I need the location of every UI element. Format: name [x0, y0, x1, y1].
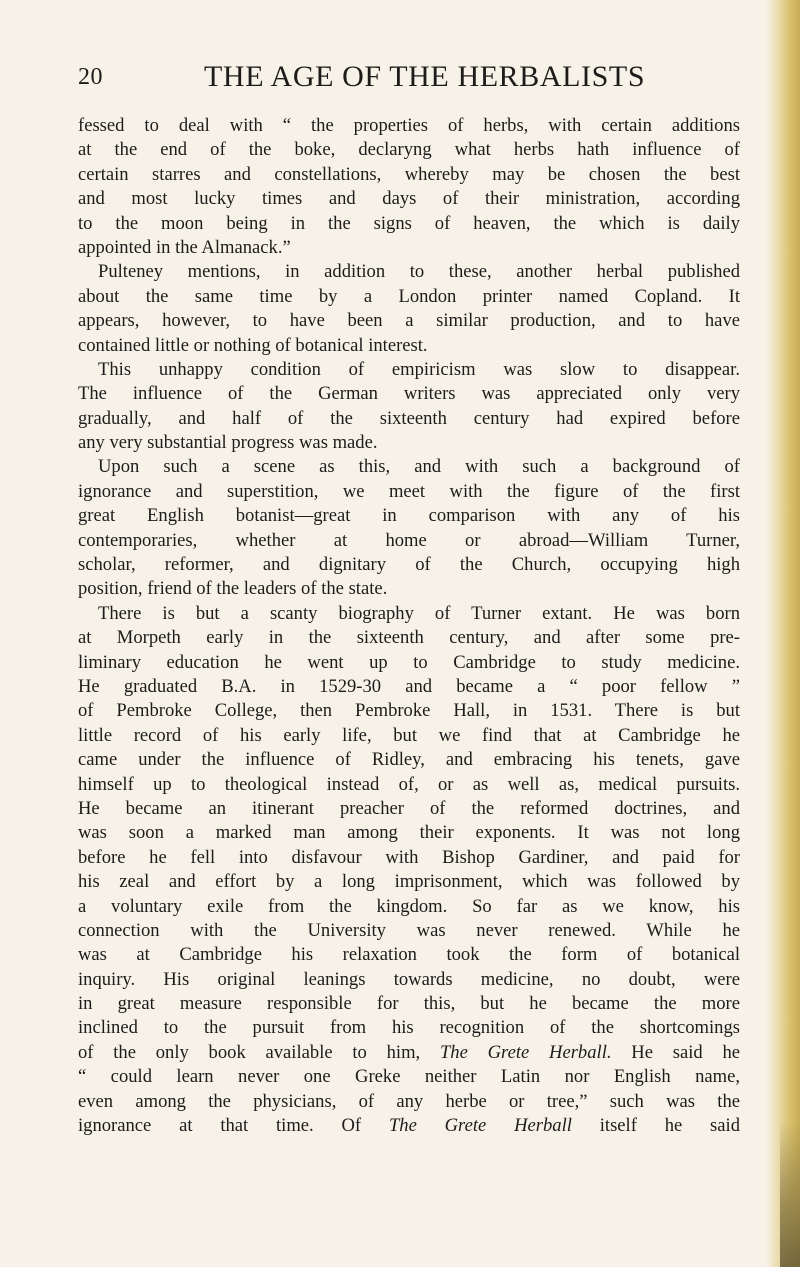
text-line: Upon such a scene as this, and with such a background of: [98, 456, 740, 478]
text-line: a voluntary exile from the kingdom. So far as we know, his: [78, 895, 740, 917]
text-line: certain starres and constellations, whereby may be chosen the best: [78, 163, 740, 185]
text-line: appears, however, to have been a similar production, and to have: [78, 310, 740, 332]
text-line: He graduated B.A. in 1529-30 and became a “ poor fellow ”: [78, 675, 740, 697]
page-edge-shading: [766, 0, 800, 1267]
text-line: about the same time by a London printer named Copland. It: [78, 285, 740, 307]
text-line: [78, 1114, 740, 1138]
text-line: and most lucky times and days of their ministration, according: [78, 188, 740, 210]
text-line: contained little or nothing of botanical interest.: [78, 334, 428, 356]
text-line: to the moon being in the signs of heaven, the which is daily: [78, 212, 740, 234]
text-line: fessed to deal with “ the properties of herbs, with certain additions: [78, 115, 740, 136]
text-line: inquiry. His original leanings towards medicine, no doubt, were: [78, 968, 740, 990]
text-line: before he fell into disfavour with Bishop Gardiner, and paid for: [78, 846, 740, 868]
text-line: The influence of the German writers was appreciated only very: [78, 383, 740, 405]
text-line: any very substantial progress was made.: [78, 432, 378, 454]
text-segment: He said he: [631, 1041, 740, 1063]
book-title-italic: The Grete Herball: [388, 1115, 572, 1137]
body-text: [78, 114, 740, 1138]
page-header: [78, 60, 738, 100]
running-head: THE AGE OF THE HERBALISTS: [204, 60, 646, 93]
text-line: “ could learn never one Greke neither Latin nor English name,: [78, 1066, 740, 1088]
text-line: He became an itinerant preacher of the reformed doctrines, and: [78, 797, 740, 819]
text-line: connection with the University was never renewed. While he: [78, 919, 740, 941]
text-line: at Morpeth early in the sixteenth century, and after some pre-: [78, 627, 740, 649]
text-line: of Pembroke College, then Pembroke Hall, in 1531. There is but: [78, 700, 740, 722]
text-line: himself up to theological instead of, or as well as, medical pursuits.: [78, 773, 740, 795]
text-line: was at Cambridge his relaxation took the form of botanical: [78, 944, 740, 966]
text-line: scholar, reformer, and dignitary of the Church, occupying high: [78, 554, 740, 576]
text-line: ignorance and superstition, we meet with the figure of the first: [78, 480, 740, 502]
text-segment: of the only book available to him,: [78, 1041, 421, 1063]
text-line: little record of his early life, but we find that at Cambridge he: [78, 724, 740, 746]
text-line: There is but a scanty biography of Turner extant. He was born: [98, 602, 740, 624]
text-line: his zeal and effort by a long imprisonment, which was followed by: [78, 871, 740, 893]
text-line: gradually, and half of the sixteenth century had expired before: [78, 407, 740, 429]
text-line: liminary education he went up to Cambridge to study medicine.: [78, 651, 740, 673]
page-edge-shadow: [780, 1120, 800, 1267]
text-segment: itself he said: [599, 1115, 741, 1137]
text-line: [78, 1041, 740, 1065]
text-line: position, friend of the leaders of the state.: [78, 578, 388, 600]
text-line: This unhappy condition of empiricism was slow to disappear.: [98, 358, 740, 380]
text-line: great English botanist—great in comparison with any of his: [78, 505, 740, 527]
text-line: Pulteney mentions, in addition to these, another herbal published: [98, 261, 740, 283]
text-line: at the end of the boke, declaryng what herbs hath influence of: [78, 139, 740, 161]
text-line: appointed in the Almanack.”: [78, 236, 291, 258]
text-segment: ignorance at that time. Of: [78, 1115, 362, 1137]
text-line: was soon a marked man among their exponents. It was not long: [78, 822, 740, 844]
text-line: came under the influence of Ridley, and embracing his tenets, gave: [78, 749, 740, 771]
text-line: in great measure responsible for this, but he became the more: [78, 993, 740, 1015]
text-line: even among the physicians, of any herbe or tree,” such was the: [78, 1090, 740, 1112]
page-number: 20: [78, 64, 103, 90]
book-title-italic: The Grete Herball.: [439, 1041, 612, 1063]
text-line: contemporaries, whether at home or abroad—William Turner,: [78, 529, 740, 551]
text-line: inclined to the pursuit from his recognition of the shortcomings: [78, 1017, 740, 1039]
